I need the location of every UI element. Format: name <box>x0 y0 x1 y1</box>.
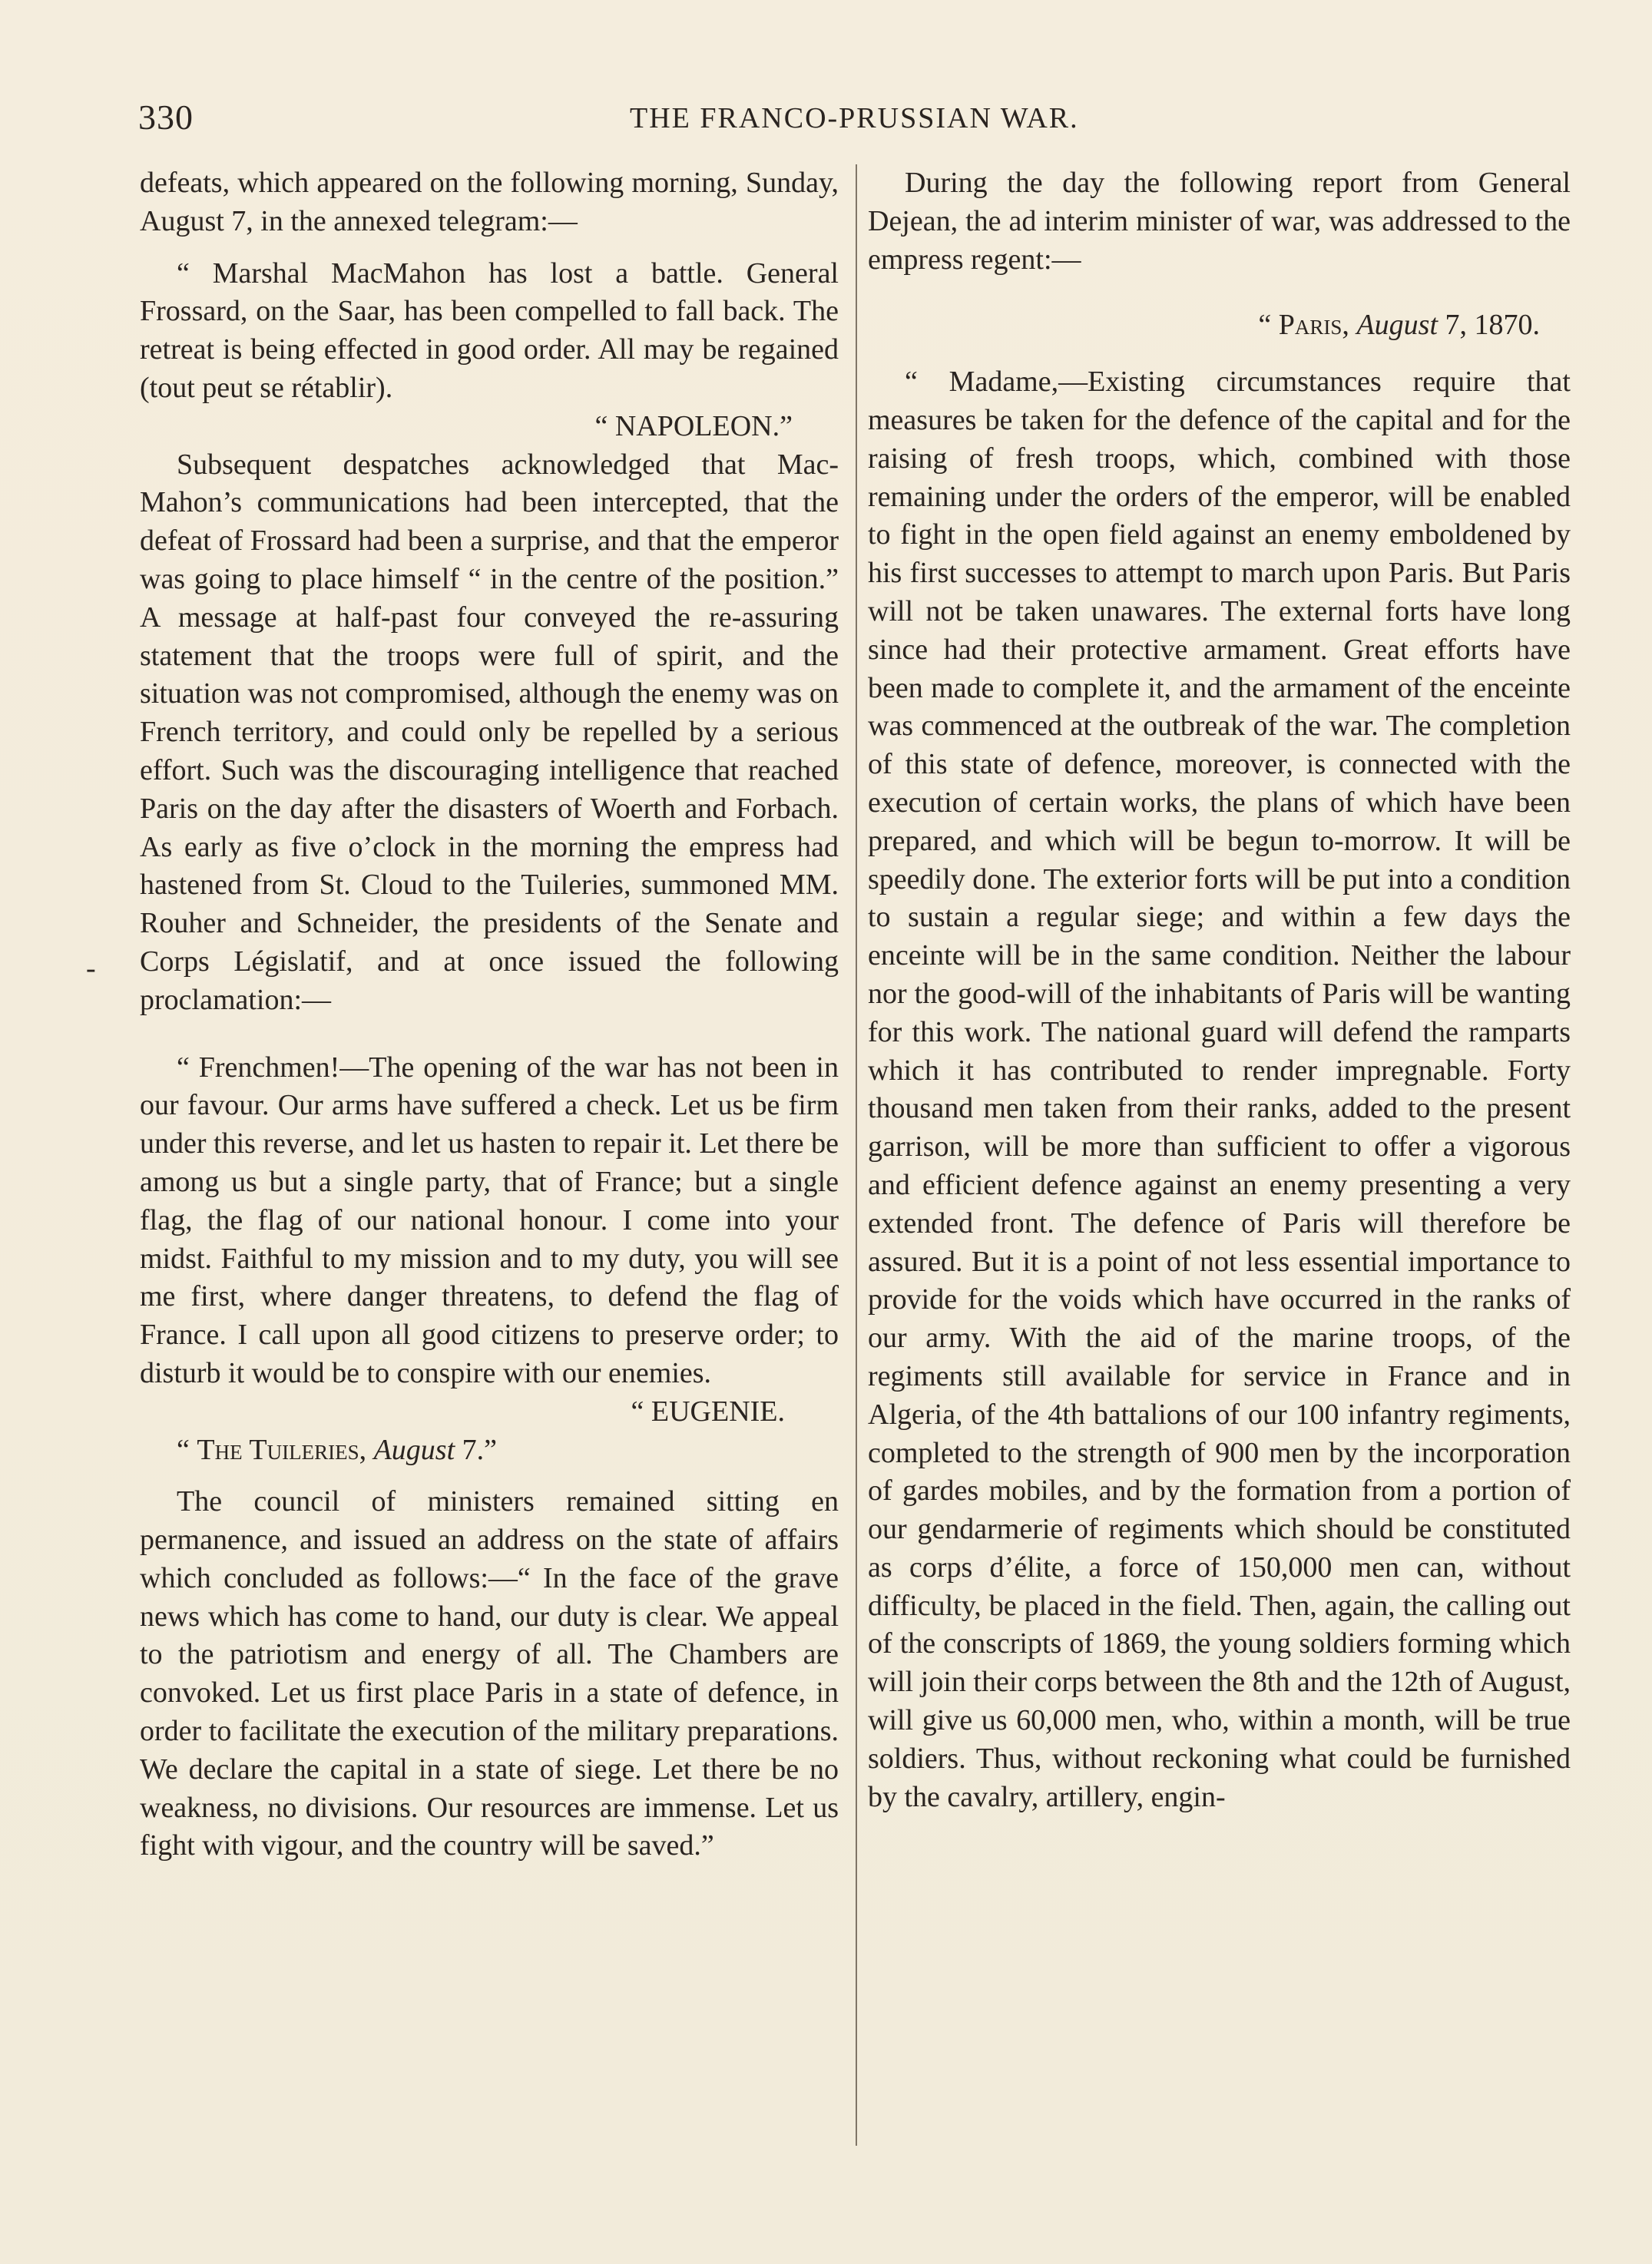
left-paragraph-1: defeats, which appeared on the following morning, Sunday, August 7, in the annexed telegram:— <box>140 167 839 237</box>
tuileries-dateline <box>140 1432 839 1470</box>
dateline-day: 7.” <box>455 1433 498 1466</box>
page-header <box>138 97 1605 146</box>
margin-mark: - <box>86 952 96 985</box>
telegram-signature: “ NAPOLEON.” <box>594 409 793 442</box>
telegram-text: “ Marshal MacMahon has lost a battle. General Frossard, on the Saar, has been compelled to fall back. The retreat is being effected in good order. All may be regained (tout peut se rétablir). <box>140 257 839 404</box>
proclamation-signature: “ EUGENIE. <box>631 1395 785 1428</box>
left-column <box>140 164 839 1865</box>
page-number: 330 <box>138 98 194 137</box>
dateline-prefix: “ <box>1258 309 1279 342</box>
proclamation-text: “ Frenchmen!—The opening of the war has not been in our favour. Our arms have suffered a check. Let us be firm under this reverse, and let us hasten to repair it. Let there be among us but a single party, that of France; but a single flag, the flag of our national honour. I come into your midst. Faithful to my mission and to my duty, you will see me first, where danger threatens, to defend the flag of France. I call upon all good citizens to preserve order; to disturb it would be to conspire with our enemies. <box>140 1051 839 1389</box>
dateline-month: August <box>373 1433 455 1466</box>
dateline-place: The Tuileries, <box>197 1433 367 1466</box>
dateline-prefix: “ <box>177 1433 197 1466</box>
left-paragraph-3: The council of ministers remained sitting en permanence, and issued an address on the state of affairs which concluded as follows:—“ In the face of the grave news which has come to hand, our duty is clear. We appeal to the patriotism and energy of all. The Chambers are convoked. Let us first place Paris in a state of defence, in order to facilitate the execution of the military preparations. We declare the capital in a state of siege. Let there be no weakness, no divisions. Our resources are immense. Let us fight with vigour, and the country will be saved.” <box>140 1485 839 1862</box>
dateline-place: Paris, <box>1278 309 1349 342</box>
column-divider <box>856 164 857 2146</box>
dateline-month: August <box>1356 309 1438 342</box>
dateline-rest: 7, 1870. <box>1438 309 1540 342</box>
right-column <box>868 164 1571 1816</box>
right-paragraph-1: During the day the following report from General Dejean, the ad interim minister of war, was addressed to the empress regent:— <box>868 167 1571 276</box>
left-paragraph-2: Subsequent despatches acknowledged that Mac-Mahon’s communications had been intercepted, that the defeat of Frossard had been a surprise, and that the emperor was going to place himself “ in the centre of the position.” A message at half-past four conveyed the re-assuring statement that the troops were full of spirit, and the situation was not compromised, although the enemy was on French territory, and could only be repelled by a serious effort. Such was the discouraging intelligence that reached Paris on the day after the disasters of Woerth and Forbach. As early as five o’clock in the morning the empress had hastened from St. Cloud to the Tuileries, summoned MM. Rouher and Schneider, the presidents of the Senate and Corps Législatif, and at once issued the following proclamation:— <box>140 448 839 1016</box>
running-head: THE FRANCO-PRUSSIAN WAR. <box>630 102 1079 134</box>
paris-dateline <box>868 306 1571 345</box>
report-text: “ Madame,—Existing circumstances require that measures be taken for the defence of the capital and for the raising of fresh troops, which, combined with those remaining under the orders of the emperor, will be enabled to fight in the open field against an enemy emboldened by his first successes to attempt to march upon Paris. But Paris will not be taken unawares. The external forts have long since had their protective armament. Great efforts have been made to complete it, and the armament of the enceinte was commenced at the outbreak of the war. The completion of this state of defence, moreover, is connected with the execution of certain works, the plans of which have been prepared, and which will be begun to-morrow. It will be speedily done. The exterior forts will be put into a condition to sustain a regular siege; and within a few days the enceinte will be in the same condition. Neither the labour nor the good-will of the inhabitants of Paris will be wanting for this work. The national guard will defend the ramparts which it has contributed to render impregnable. Forty thousand men taken from their ranks, added to the present garrison, will be more than sufficient to offer a vigorous and efficient defence against an enemy presenting a very extended front. The defence of Paris will therefore be assured. But it is a point of not less essential importance to provide for the voids which have occurred in the ranks of our army. With the aid of the marine troops, of the regiments still available for service in France and in Algeria, of the 4th battalions of our 100 infantry regiments, completed to the strength of 900 men by the incorporation of gardes mobiles, and by the formation from a portion of our gendarmerie of regiments which should be constituted as corps d’élite, a force of 150,000 men can, without difficulty, be placed in the field. Then, again, the calling out of the conscripts of 1869, the young soldiers forming which will join their corps between the 8th and the 12th of August, will give us 60,000 men, who, within a month, will be true soldiers. Thus, without reckoning what could be furnished by the cavalry, artillery, engin- <box>868 366 1571 1813</box>
